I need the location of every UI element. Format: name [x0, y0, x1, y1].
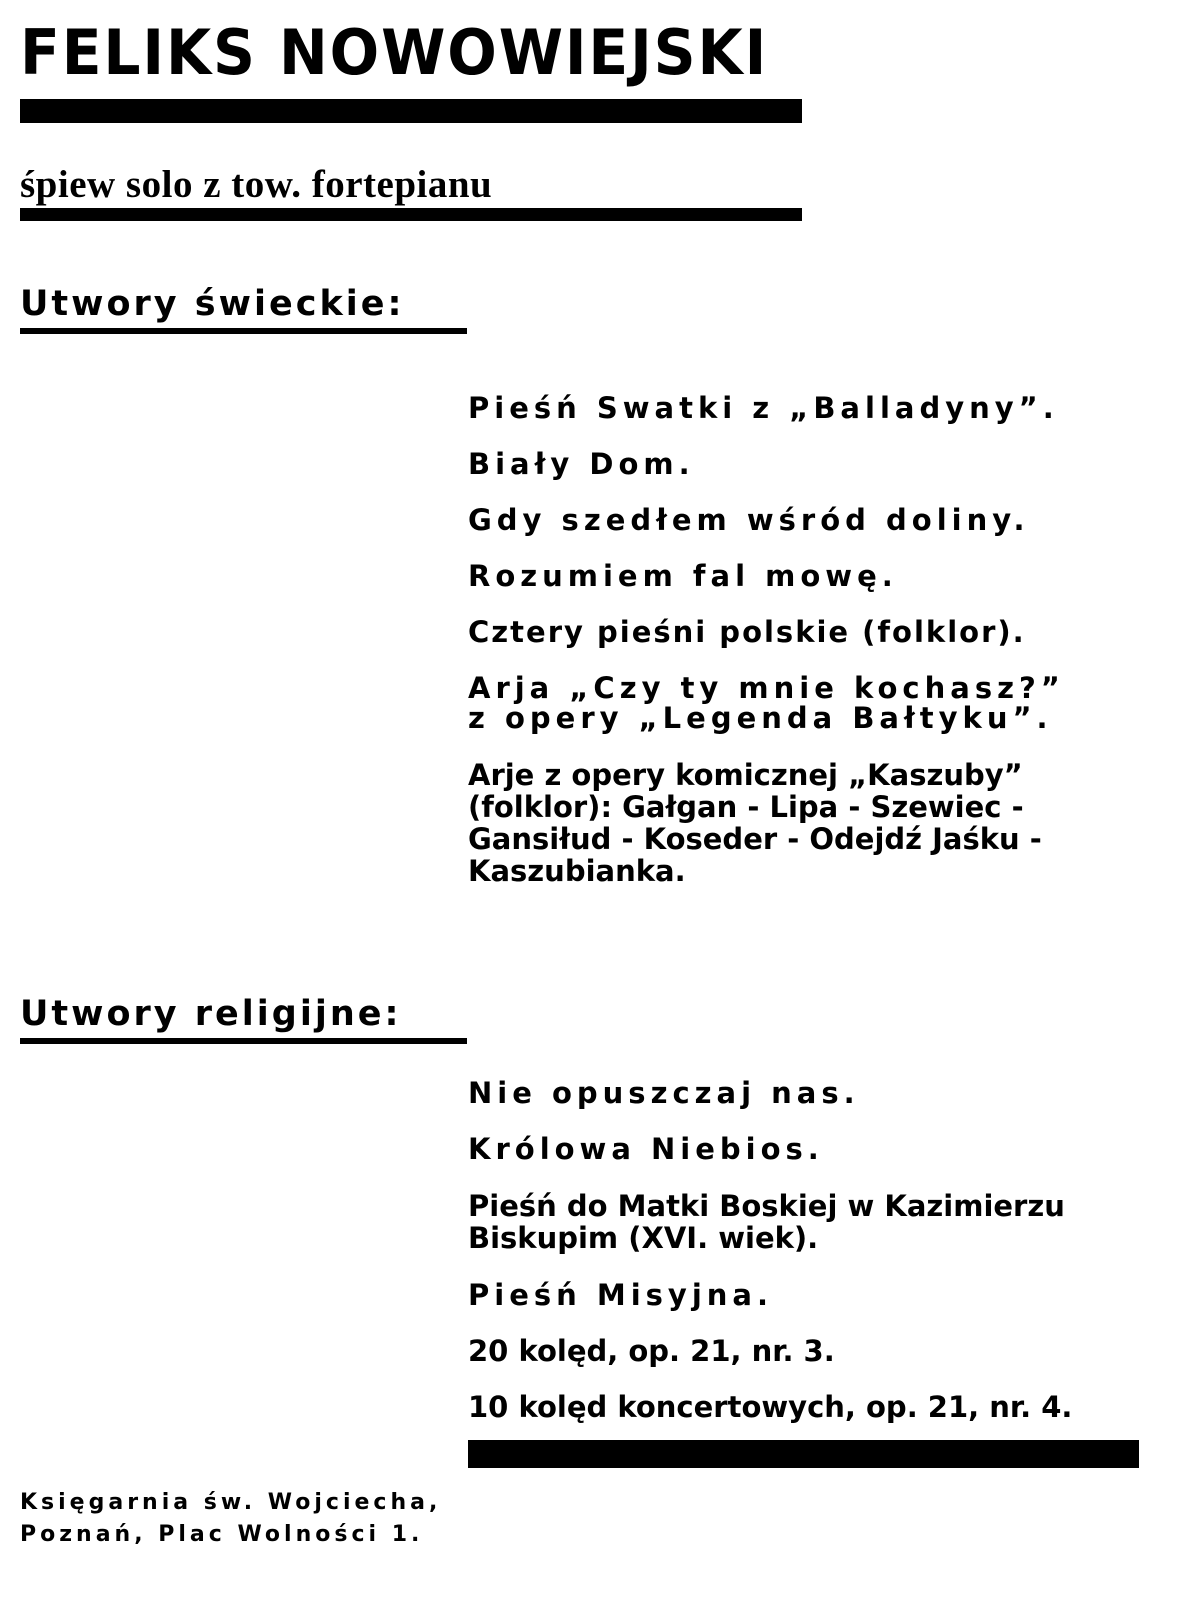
religious-works-list [468, 1078, 1158, 1448]
list-item [468, 561, 1158, 591]
list-item [468, 1078, 1158, 1108]
list-item [468, 1190, 1158, 1254]
publisher-imprint [20, 1487, 441, 1551]
list-item [468, 1280, 1158, 1310]
work-line: Gansiłud - Koseder - Odejdź Jaśku - [468, 822, 1042, 856]
work-line: Rozumiem fal mowę. [468, 559, 898, 593]
composer-name: FELIKS NOWOWIEJSKI [20, 16, 769, 89]
work-line: Nie opuszczaj nas. [468, 1076, 860, 1110]
closing-rule [468, 1440, 1139, 1468]
secular-works-heading: Utwory świeckie: [20, 280, 467, 334]
religious-works-heading: Utwory religijne: [20, 990, 467, 1044]
work-line: Arja „Czy ty mnie kochasz?” [468, 671, 1065, 705]
list-item [468, 617, 1158, 647]
secular-works-list [468, 393, 1158, 913]
work-line: Kaszubianka. [468, 854, 686, 888]
work-line: z opery „Legenda Bałtyku”. [468, 701, 1053, 735]
list-item [468, 1336, 1158, 1366]
work-line: Biskupim (XVI. wiek). [468, 1221, 819, 1255]
list-item [468, 1392, 1158, 1422]
subtitle: śpiew solo z tow. fortepianu [20, 163, 493, 206]
title-rule [20, 99, 802, 123]
work-line: (folklor): Gałgan - Lipa - Szewiec - [468, 790, 1024, 824]
publisher-address: Poznań, Plac Wolności 1. [20, 1522, 424, 1547]
work-line: 10 kolęd koncertowych, op. 21, nr. 4. [468, 1390, 1073, 1424]
work-line: Pieśń Misyjna. [468, 1278, 774, 1312]
work-line: 20 kolęd, op. 21, nr. 3. [468, 1334, 835, 1368]
work-line: Pieśń Swatki z „Balladyny”. [468, 391, 1059, 425]
publisher-name: Księgarnia św. Wojciecha, [20, 1490, 442, 1515]
work-line: Biały Dom. [468, 447, 695, 481]
list-item [468, 1134, 1158, 1164]
list-item [468, 673, 1158, 733]
work-line: Arje z opery komicznej „Kaszuby” [468, 758, 1023, 792]
list-item [468, 393, 1158, 423]
list-item [468, 505, 1158, 535]
work-line: Gdy szedłem wśród doliny. [468, 503, 1030, 537]
subtitle-rule [20, 208, 802, 221]
list-item [468, 449, 1158, 479]
work-line: Królowa Niebios. [468, 1132, 824, 1166]
list-item [468, 759, 1158, 887]
work-line: Cztery pieśni polskie (folklor). [468, 615, 1026, 649]
work-line: Pieśń do Matki Boskiej w Kazimierzu [468, 1189, 1065, 1223]
